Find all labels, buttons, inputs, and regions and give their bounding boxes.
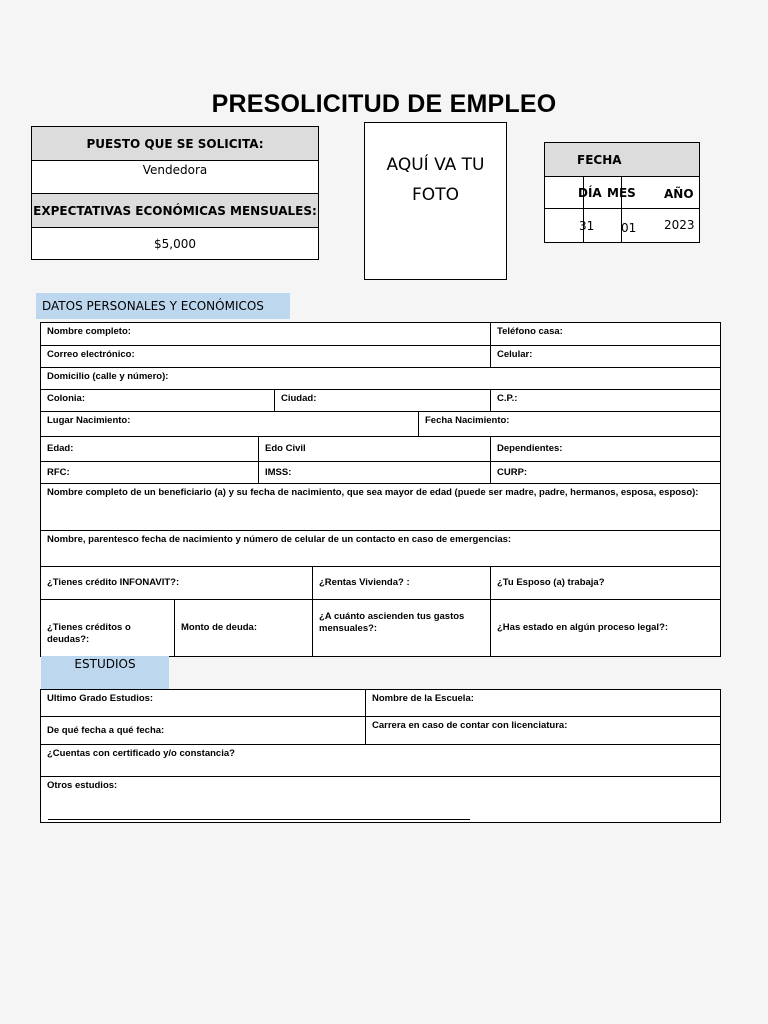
ciudad-field[interactable]: Ciudad: (274, 390, 490, 411)
otros-estudios-field[interactable]: Otros estudios: (47, 780, 118, 791)
beneficiario-field[interactable]: Nombre completo de un beneficiario (a) y su fecha de nacimiento, que sea mayor de edad (puede ser madre, padre, hermanos, esposa, esposo): (47, 487, 699, 498)
domicilio-field[interactable]: Domicilio (calle y número): (47, 371, 169, 382)
estudios-form (40, 689, 721, 823)
dia-label: DÍA (578, 186, 602, 200)
table-row (40, 346, 721, 368)
fechas-estudio-field[interactable]: De qué fecha a qué fecha: (47, 724, 165, 736)
expectativas-value[interactable] (31, 227, 319, 260)
table-row (40, 484, 721, 531)
nombre-escuela-field[interactable]: Nombre de la Escuela: (365, 690, 720, 716)
rfc-field[interactable]: RFC: (47, 466, 70, 478)
table-row (40, 322, 721, 346)
ultimo-grado-field[interactable]: Ultimo Grado Estudios: (47, 693, 154, 704)
datos-section-title: DATOS PERSONALES Y ECONÓMICOS (42, 299, 264, 313)
table-row (40, 567, 721, 600)
otros-estudios-underline (48, 819, 470, 820)
photo-text-line1: AQUÍ VA TU (386, 155, 485, 175)
table-row (40, 689, 721, 717)
expectativas-label (31, 193, 319, 228)
fecha-label (544, 142, 700, 177)
nombre-field[interactable]: Nombre completo: (47, 326, 131, 337)
anio-label: AÑO (664, 187, 694, 201)
dia-value[interactable]: 31 (579, 219, 595, 233)
table-row (40, 531, 721, 567)
puesto-value[interactable] (31, 160, 319, 194)
rentas-vivienda-field[interactable]: ¿Rentas Vivienda? : (312, 567, 490, 599)
table-row (40, 600, 721, 657)
fecha-nacimiento-field[interactable]: Fecha Nacimiento: (418, 412, 720, 436)
puesto-label (31, 126, 319, 161)
table-row (40, 462, 721, 484)
fecha-label-text: FECHA (577, 152, 622, 167)
table-row (40, 390, 721, 412)
infonavit-field[interactable]: ¿Tienes crédito INFONAVIT?: (47, 577, 180, 588)
curp-field[interactable]: CURP: (490, 462, 720, 483)
datos-form (40, 322, 721, 657)
creditos-deudas-field[interactable]: ¿Tienes créditos o deudas?: (47, 622, 131, 645)
table-row (40, 777, 721, 823)
certificado-field[interactable]: ¿Cuentas con certificado y/o constancia? (47, 748, 235, 759)
esposo-trabaja-field[interactable]: ¿Tu Esposo (a) trabaja? (490, 567, 720, 599)
page-title: PRESOLICITUD DE EMPLEO (211, 90, 557, 118)
table-row (40, 745, 721, 777)
telefono-casa-field[interactable]: Teléfono casa: (490, 323, 720, 345)
edo-civil-field[interactable]: Edo Civil (258, 437, 490, 461)
expectativas-value-text: $5,000 (154, 236, 196, 251)
proceso-legal-field[interactable]: ¿Has estado en algún proceso legal?: (490, 600, 720, 656)
monto-deuda-field[interactable]: Monto de deuda: (174, 600, 312, 656)
table-row (40, 368, 721, 390)
table-row (40, 412, 721, 437)
datos-section-heading (36, 293, 290, 319)
photo-placeholder[interactable] (364, 122, 507, 280)
carrera-field[interactable]: Carrera en caso de contar con licenciatura: (365, 717, 720, 744)
colonia-field[interactable]: Colonia: (47, 393, 85, 404)
table-row (40, 717, 721, 745)
table-row (40, 437, 721, 462)
contacto-emergencia-field[interactable]: Nombre, parentesco fecha de nacimiento y número de celular de un contacto en caso de emergencias: (47, 534, 512, 545)
fecha-grid-divider (544, 208, 700, 209)
lugar-nacimiento-field[interactable]: Lugar Nacimiento: (47, 415, 131, 426)
estudios-section-heading (41, 656, 169, 689)
cp-field[interactable]: C.P.: (490, 390, 720, 411)
correo-field[interactable]: Correo electrónico: (47, 349, 135, 360)
edad-field[interactable]: Edad: (47, 443, 74, 454)
puesto-label-text: PUESTO QUE SE SOLICITA: (86, 136, 264, 151)
gastos-mensuales-field[interactable]: ¿A cuánto ascienden tus gastos mensuales?: (312, 600, 490, 656)
dependientes-field[interactable]: Dependientes: (490, 437, 720, 461)
puesto-value-text: Vendedora (142, 163, 208, 177)
mes-value[interactable]: 01 (621, 221, 637, 235)
imss-field[interactable]: IMSS: (258, 462, 490, 483)
photo-text-line2: FOTO (412, 185, 459, 205)
celular-field[interactable]: Celular: (490, 346, 720, 367)
anio-value[interactable]: 2023 (664, 218, 695, 232)
estudios-section-title: ESTUDIOS (74, 657, 136, 671)
expectativas-label-text: EXPECTATIVAS ECONÓMICAS MENSUALES: (33, 203, 317, 218)
mes-label: MES (607, 186, 636, 200)
